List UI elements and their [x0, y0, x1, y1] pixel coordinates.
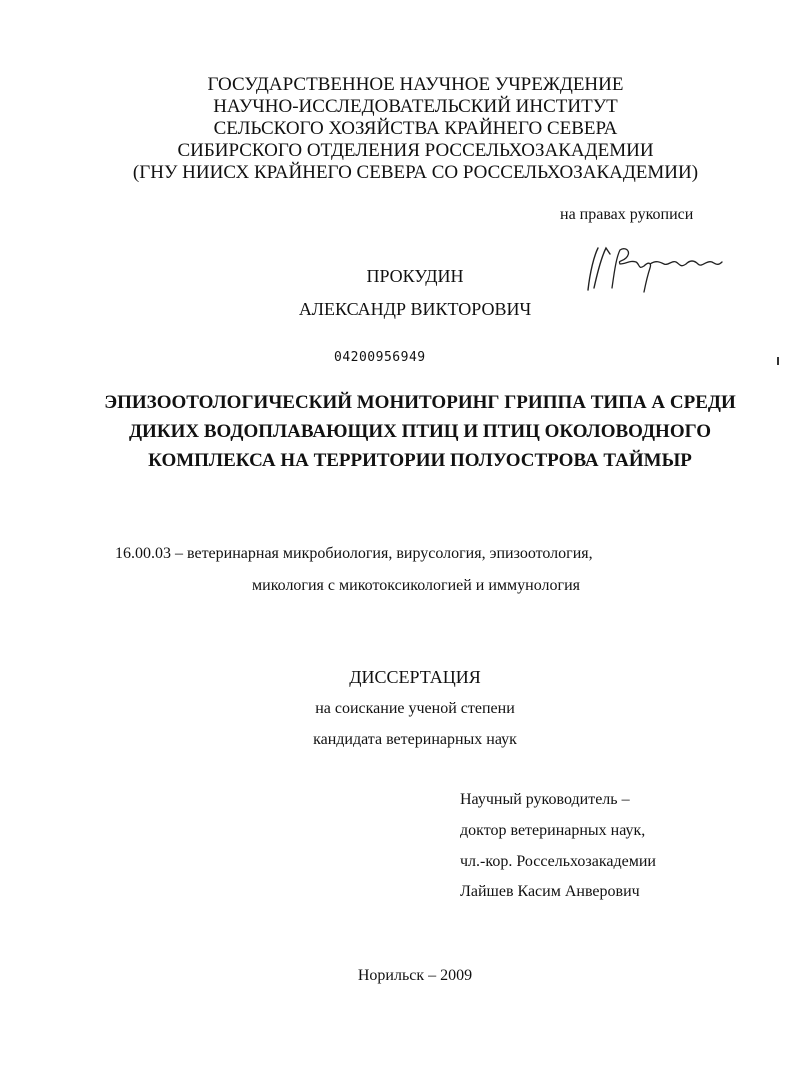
title-line: КОМПЛЕКСА НА ТЕРРИТОРИИ ПОЛУОСТРОВА ТАЙМЫР — [148, 450, 692, 471]
author-given-names: АЛЕКСАНДР ВИКТОРОВИЧ — [298, 299, 532, 319]
degree-line-2: кандидата ветеринарных наук — [313, 731, 517, 748]
institution-line: СИБИРСКОГО ОТДЕЛЕНИЯ РОССЕЛЬХОЗАКАДЕМИИ — [177, 140, 654, 161]
supervisor-name: Лайшев Касим Анверович — [460, 883, 640, 900]
supervisor-label: Научный руководитель – — [460, 791, 630, 808]
document-type: ДИССЕРТАЦИЯ — [349, 667, 481, 687]
institution-header — [40, 74, 791, 184]
dissertation-title — [0, 388, 791, 475]
author-surname: ПРОКУДИН — [366, 266, 464, 286]
title-line: ЭПИЗООТОЛОГИЧЕСКИЙ МОНИТОРИНГ ГРИППА ТИПА А СРЕДИ — [104, 392, 736, 413]
registration-number: 04200956949 — [334, 350, 426, 365]
supervisor-degree: доктор ветеринарных наук, — [460, 822, 646, 839]
specialty-line-2: микология с микотоксикологией и иммунология — [252, 577, 580, 594]
supervisor-rank: чл.-кор. Россельхозакадемии — [460, 853, 656, 870]
institution-line: НАУЧНО-ИССЛЕДОВАТЕЛЬСКИЙ ИНСТИТУТ — [213, 96, 618, 117]
scan-artifact — [777, 357, 779, 365]
institution-line: ГОСУДАРСТВЕННОЕ НАУЧНОЕ УЧРЕЖДЕНИЕ — [207, 74, 624, 95]
title-line: ДИКИХ ВОДОПЛАВАЮЩИХ ПТИЦ И ПТИЦ ОКОЛОВОДНОГО — [128, 421, 712, 442]
institution-line: СЕЛЬСКОГО ХОЗЯЙСТВА КРАЙНЕГО СЕВЕРА — [213, 118, 618, 139]
institution-line: (ГНУ НИИСХ КРАЙНЕГО СЕВЕРА СО РОССЕЛЬХОЗАКАДЕМИИ) — [132, 162, 699, 183]
manuscript-note: на правах рукописи — [560, 206, 694, 223]
degree-line-1: на соискание ученой степени — [315, 700, 515, 717]
place-and-year: Норильск – 2009 — [357, 967, 473, 984]
specialty-line-1: 16.00.03 – ветеринарная микробиология, вирусология, эпизоотология, — [115, 545, 593, 562]
